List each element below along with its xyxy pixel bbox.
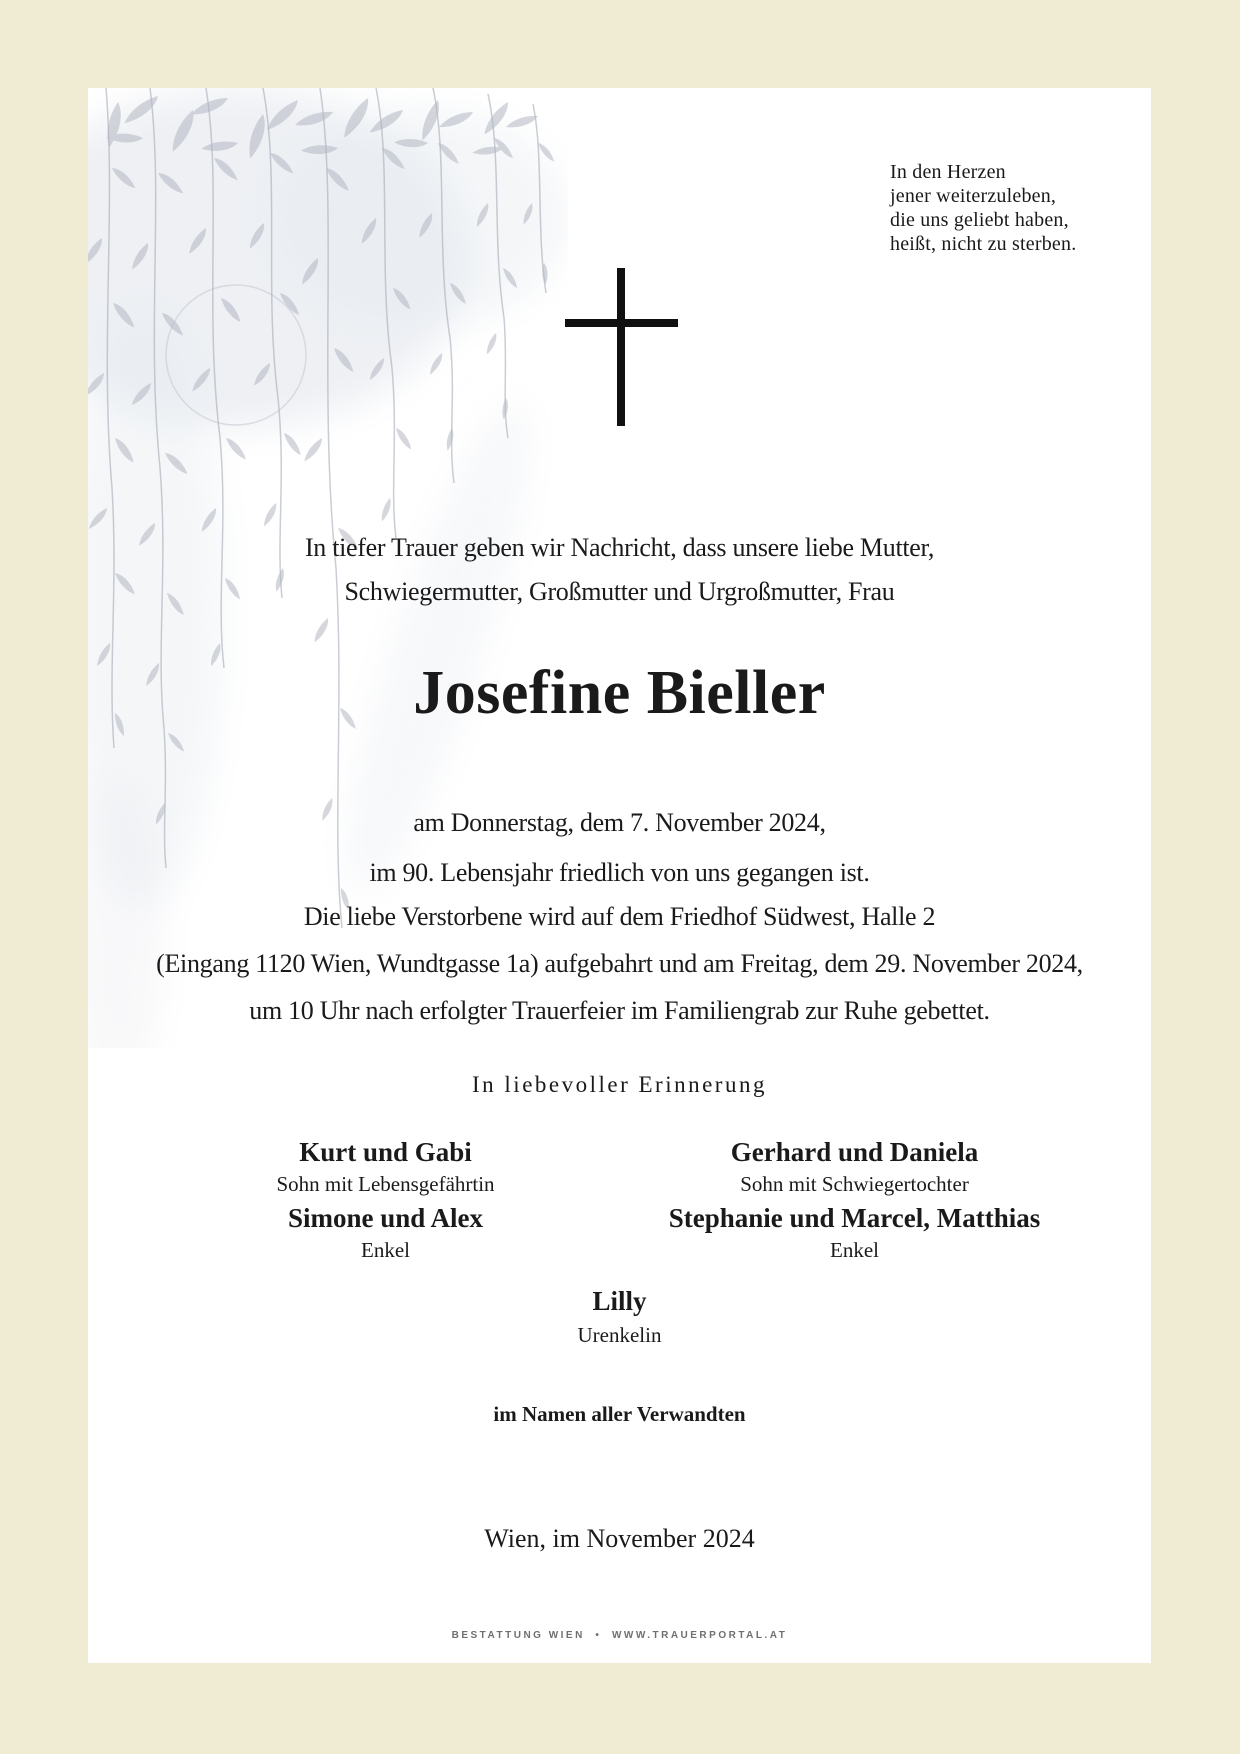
mourner-names: Lilly xyxy=(592,1286,647,1316)
closing-line: im Namen aller Verwandten xyxy=(493,1402,746,1426)
intro-line: In tiefer Trauer geben wir Nachricht, dass unsere liebe Mutter, xyxy=(304,533,935,562)
funeral-line: um 10 Uhr nach erfolgter Trauerfeier im Familiengrab zur Ruhe gebettet. xyxy=(249,996,990,1025)
mourner-relation: Urenkelin xyxy=(577,1323,662,1347)
mourner-relation: Enkel xyxy=(830,1238,879,1262)
obituary-card xyxy=(88,88,1151,1663)
mourner-center-entry xyxy=(88,1284,1151,1350)
mourner-relation: Sohn mit Schwiegertochter xyxy=(740,1172,969,1196)
mourners-column-right xyxy=(602,1136,1107,1265)
mourner-relation: Sohn mit Lebensgefährtin xyxy=(276,1172,495,1196)
funeral-details-paragraph xyxy=(88,893,1151,1034)
mourner-relation: Enkel xyxy=(361,1238,410,1262)
announcement-intro xyxy=(88,526,1151,614)
poem-line: In den Herzen xyxy=(890,161,1006,183)
death-date-paragraph xyxy=(88,798,1151,898)
deceased-name: Josefine Bieller xyxy=(413,659,826,727)
mourner-names: Simone und Alex xyxy=(287,1203,484,1233)
intro-line: Schwiegermutter, Großmutter und Urgroßmutter, Frau xyxy=(344,577,895,606)
poem-line: jener weiterzuleben, xyxy=(890,185,1057,207)
cross-horizontal-bar xyxy=(565,319,678,327)
poem-line: heißt, nicht zu sterben. xyxy=(890,233,1077,255)
place-and-date: Wien, im November 2024 xyxy=(484,1524,755,1553)
cross-vertical-bar xyxy=(617,268,625,426)
funeral-line: Die liebe Verstorbene wird auf dem Friedhof Südwest, Halle 2 xyxy=(303,902,936,931)
death-line: im 90. Lebensjahr friedlich von uns gegangen ist. xyxy=(369,858,870,887)
mourner-names: Kurt und Gabi xyxy=(299,1137,472,1167)
mourner-names: Gerhard und Daniela xyxy=(730,1137,979,1167)
poem-line: die uns geliebt haben, xyxy=(890,209,1069,231)
mourner-names: Stephanie und Marcel, Matthias xyxy=(668,1203,1041,1233)
latin-cross-icon xyxy=(88,268,1151,426)
footer-credit: BESTATTUNG WIEN • WWW.TRAUERPORTAL.AT xyxy=(451,1630,788,1641)
condolence-poem xyxy=(890,160,1076,256)
death-line: am Donnerstag, dem 7. November 2024, xyxy=(413,808,826,837)
remembrance-heading: In liebevoller Erinnerung xyxy=(472,1072,767,1097)
funeral-line: (Eingang 1120 Wien, Wundtgasse 1a) aufgebahrt und am Freitag, dem 29. November 2024, xyxy=(156,949,1083,978)
mourners-column-left xyxy=(133,1136,638,1265)
